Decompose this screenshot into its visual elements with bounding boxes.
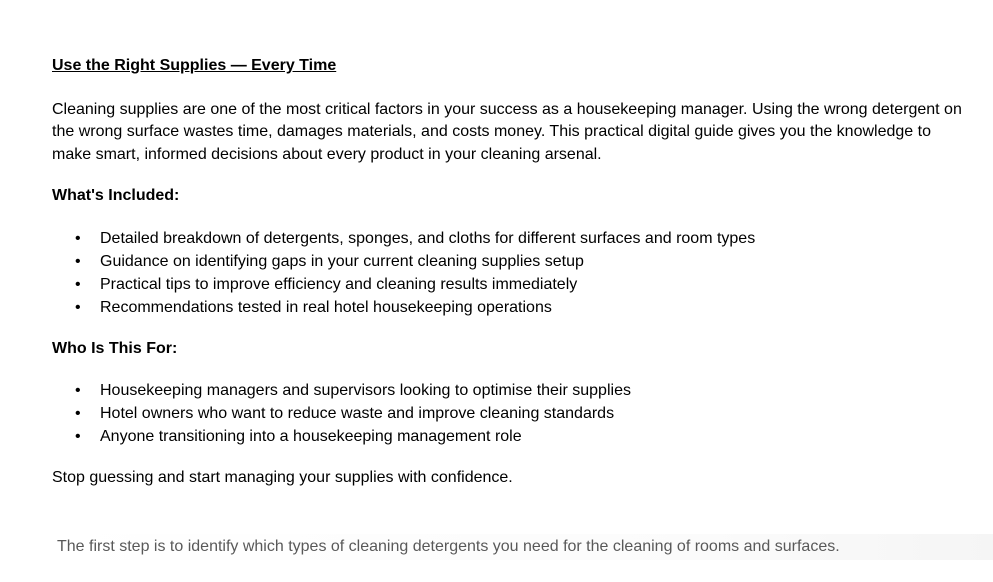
bullet-icon: • xyxy=(75,382,81,399)
list-item-text: Recommendations tested in real hotel housekeeping operations xyxy=(100,298,552,316)
footer-caption-bar xyxy=(54,534,993,560)
list-item-text: Detailed breakdown of detergents, sponges, and cloths for different surfaces and room types xyxy=(100,229,756,247)
list-item xyxy=(52,425,972,448)
list-item xyxy=(52,273,972,296)
audience-heading: Who Is This For: xyxy=(52,339,178,357)
included-heading: What's Included: xyxy=(52,187,180,204)
bullet-icon: • xyxy=(75,229,81,247)
list-item-text: Hotel owners who want to reduce waste and improve cleaning standards xyxy=(100,405,615,422)
list-item-text: Housekeeping managers and supervisors looking to optimise their supplies xyxy=(100,382,631,399)
bullet-icon: • xyxy=(75,275,81,293)
document-title: Use the Right Supplies — Every Time xyxy=(52,57,337,74)
list-item xyxy=(52,250,972,273)
footer-caption: The first step is to identify which types of cleaning detergents you need for the cleaning of rooms and surfaces. xyxy=(57,538,840,555)
audience-list xyxy=(52,379,972,448)
document-body xyxy=(52,55,972,490)
bullet-icon: • xyxy=(75,298,81,316)
list-item xyxy=(52,227,972,250)
bullet-icon: • xyxy=(75,428,81,445)
list-item-text: Anyone transitioning into a housekeeping management role xyxy=(100,428,522,445)
bullet-icon: • xyxy=(75,405,81,422)
bullet-icon: • xyxy=(75,252,81,270)
list-item xyxy=(52,379,972,402)
list-item-text: Practical tips to improve efficiency and cleaning results immediately xyxy=(100,275,578,293)
list-item-text: Guidance on identifying gaps in your current cleaning supplies setup xyxy=(100,252,584,270)
intro-paragraph: Cleaning supplies are one of the most critical factors in your success as a housekeeping manager. Using the wrong detergent on the wrong surface wastes time, damages materials, and costs money. This practical digital guide gives you the knowledge to make smart, informed decisions about every product in your cleaning arsenal. xyxy=(52,100,962,163)
closing-paragraph: Stop guessing and start managing your supplies with confidence. xyxy=(52,469,513,486)
list-item xyxy=(52,296,972,319)
list-item xyxy=(52,402,972,425)
included-list xyxy=(52,227,972,319)
